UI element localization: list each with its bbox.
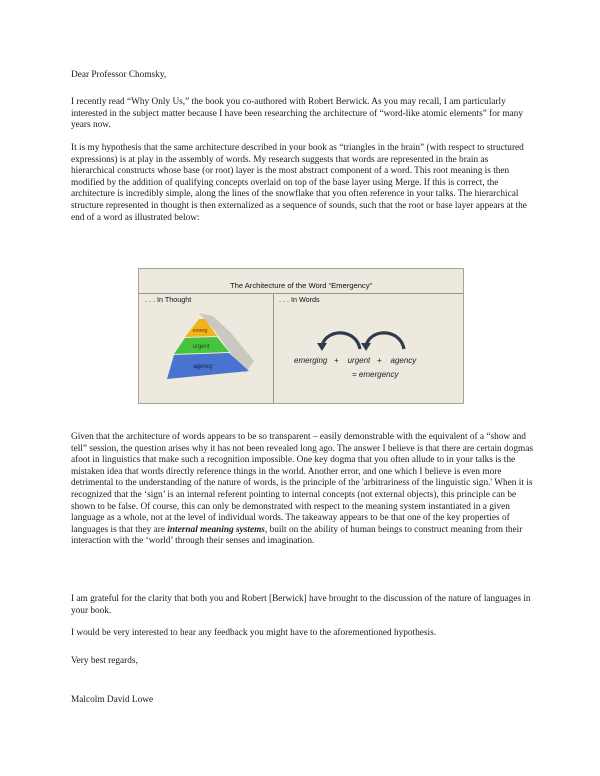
merge-arrows	[314, 330, 410, 358]
paragraph-feedback: I would be very interested to hear any feedback you might have to the aforementioned hypothesis.	[71, 628, 437, 638]
paragraph-dogmas-text: Given that the architecture of words appears to be so transparent – easily demonstrable with the equivalent of a “show and tell” session, the question arises why it has not been revealed long ago. The answer I believe is that there are certain dogmas afoot in linguistics that make such a recognition impossible. One key dogma that you often allude to in your talks is the mistaken idea that words directly reference things in the world. Another error, and one which I believe is even more detrimental to the understanding of the nature of words, is the principle of the 'arbitrariness of the linguistic sign.' When it is recognized that the ‘sign’ is an internal referent pointing to internal concepts (not external objects), this principle can be shown to be false. Of course, this can only be demonstrated with respect to the meaning system instantiated in a given language as a whole, not at the level of individual words. The takeaway appears to be that one of the key properties of languages is that they are	[71, 432, 533, 535]
paragraph-dogmas-end: , built on the ability of human beings to construct meaning from their interaction with the ‘world’ through their senses and imagination.	[71, 524, 523, 547]
in-thought-header: . . . In Thought	[145, 295, 192, 304]
figure-title-divider	[139, 293, 463, 294]
emphasis-internal-meaning-systems: internal meaning systems	[167, 524, 265, 535]
paragraph-gratitude: I am grateful for the clarity that both you and Robert [Berwick] have brought to the discussion of the nature of languages in your book.	[71, 594, 531, 616]
pyramid-label-base: agency	[193, 364, 213, 370]
arrowhead-emerging-icon	[317, 343, 327, 351]
word-parts-equation: emerging + urgent + agency	[294, 356, 417, 365]
arrow-urgent-to-emerging	[322, 333, 360, 349]
paragraph-intro: I recently read “Why Only Us,” the book you co-authored with Robert Berwick. As you may recall, I am particularly interested in the subject matter because I have been researching the architecture of “word-like atomic elements” for many years now.	[71, 97, 523, 131]
signature: Malcolm David Lowe	[71, 695, 154, 705]
architecture-figure	[138, 268, 464, 404]
paragraph-hypothesis: It is my hypothesis that the same architecture described in your book as “triangles in the brain” (with respect to structured expressions) is at play in the assembly of words. My research suggests that words are represented in the brain as hierarchical constructs whose base (or root) layer is the most abstract component of a word. This root meaning is then modified by the addition of qualifying concepts overlaid on top of the base layer using Merge. If this is correct, the architecture is incredibly simple, along the lines of the snowflake that you often reference in your talks. The hierarchical structure represented in thought is then externalized as a sequence of sounds, such that the root or base layer appears at the end of a word as illustrated below:	[71, 143, 527, 223]
in-words-header: . . . In Words	[279, 295, 320, 304]
arrowhead-urgent-icon	[361, 343, 371, 351]
word-result: = emergency	[352, 370, 399, 379]
figure-column-divider	[273, 294, 274, 404]
arrow-agency-to-urgent	[366, 333, 404, 349]
salutation: Dear Professor Chomsky,	[71, 70, 167, 80]
word-pyramid	[153, 313, 265, 383]
paragraph-dogmas	[71, 432, 533, 548]
pyramid-label-middle: urgent	[192, 344, 210, 350]
closing: Very best regards,	[71, 656, 138, 666]
pyramid-label-top: emerg	[192, 328, 208, 334]
figure-title: The Architecture of the Word “Emergency”	[229, 281, 373, 290]
